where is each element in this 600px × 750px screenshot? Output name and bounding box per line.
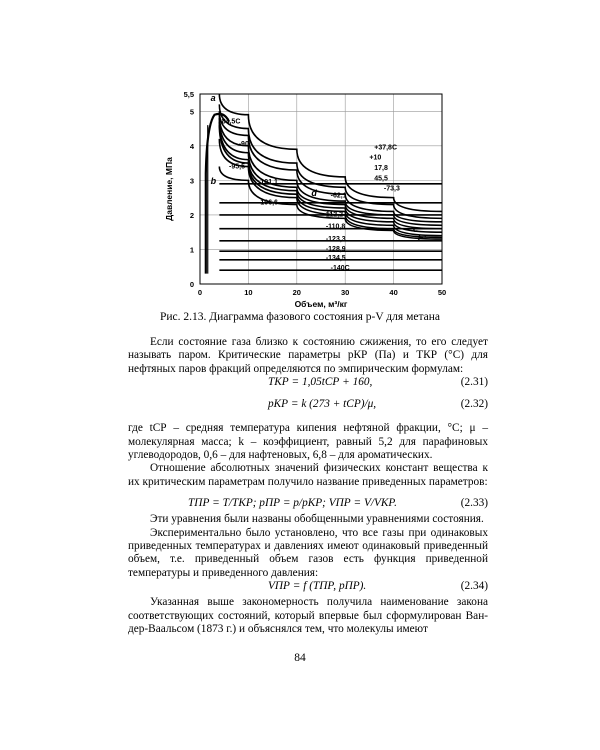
chart-labels [211, 93, 427, 272]
isotherm-label: +37,8C [374, 144, 398, 152]
eq-232-number: (2.32) [460, 398, 488, 411]
body-text [128, 336, 488, 637]
x-tick-label: 40 [389, 288, 398, 297]
y-tick-label: 3 [189, 176, 194, 186]
isotherm-label: 112,2 [325, 211, 343, 219]
paragraph-4: Эти уравнения были названы обобщенными уравнениями состояния. [150, 513, 484, 526]
isotherm-label: -90 [238, 140, 249, 148]
x-tick-label: 20 [292, 288, 301, 297]
point-label: b [210, 175, 217, 186]
equation-2-32 [128, 392, 488, 422]
paragraph-5: Экспериментально было установлено, что все газы при одинаковых приведенных температурах и давлениях имеют одинаковый приведенный объем, т.е. приведенный объем газов есть функция приведенной температуры и приведенного давления: [128, 526, 488, 579]
x-tick-label: 10 [244, 288, 253, 297]
paragraph-1: Если состояние газа близко к состоянию сжижения, то его следует называть паром. Критические параметры pКР (Па) и TКР (°С) для нефтяных паров фракций определяются по эмпирическим формулам: [128, 336, 488, 375]
isotherm-label: -73,3 [383, 185, 400, 193]
y-tick-label: 5 [189, 107, 194, 117]
eq-232-formula: pКР = k (273 + tСР)/μ, [268, 398, 377, 411]
x-tick-label: 30 [341, 288, 350, 297]
x-tick-label: 0 [197, 288, 203, 297]
figure-caption: Рис. 2.13. Диаграмма фазового состояния p-V для метана [160, 311, 440, 323]
isotherm-label: -101,1 [258, 178, 278, 186]
isotherm-label: -140C [330, 265, 350, 273]
isotherm-label: -123,3 [325, 235, 346, 243]
y-tick-label: 2 [189, 210, 194, 220]
y-tick-label: 5,5 [183, 90, 194, 99]
point-label: E' [417, 232, 426, 243]
eq-233-formula: TПР = T/TКР; pПР = p/pКР; VПР = V/VКР. [188, 497, 397, 510]
phase-diagram [160, 86, 460, 316]
isotherm-label: 17,8 [374, 165, 388, 172]
isotherm-label: +10 [369, 154, 382, 162]
y-axis-title: Давление, МПа [164, 157, 174, 221]
eq-233-number: (2.33) [460, 497, 488, 510]
isotherm-label: -84,5C [219, 118, 241, 126]
eq-234-number: (2.34) [460, 580, 488, 593]
x-axis-title: Объем, м³/кг [294, 299, 348, 309]
equation-2-33 [128, 497, 488, 513]
paragraph-2: где tСР – средняя температура кипения нефтяной фракции, °С; μ – молекулярная масса; k – коэффициент, равный 5,2 для парафиновых углеводородов, 0,6 – для нафтеновых, 6,8 – для ароматических. [128, 422, 488, 462]
equation-2-34 [128, 580, 488, 596]
point-label: c [412, 224, 418, 235]
point-label: d [311, 187, 317, 198]
y-tick-label: 1 [189, 245, 194, 255]
paragraph-3: Отношение абсолютных значений физических констант вещества к их критическим параметрам получило название приведенных параметров: [128, 462, 488, 488]
isotherm-label: 45,5 [374, 175, 388, 183]
eq-231-number: (2.31) [460, 376, 488, 389]
isotherm-label: -134,5 [325, 254, 346, 262]
isotherm-label: -128,9 [325, 246, 346, 254]
isotherm-label: -106,6 [258, 199, 278, 207]
paragraph-6: Указанная выше закономерность получила наименование закона соответствующих состояний, который впервые был сформулирован Ван-дер-Ваальсом (1873 г.) и объяснялся тем, что молекулы имеют [128, 596, 488, 636]
isotherm-label: -110,8 [325, 223, 346, 231]
isotherm-label: -62,1 [330, 192, 347, 200]
chart-curves [206, 94, 442, 274]
page-number: 84 [294, 652, 306, 664]
eq-231-formula: TКР = 1,05tСР + 160, [268, 376, 373, 389]
y-tick-label: 4 [189, 141, 194, 151]
eq-234-formula: VПР = f (TПР, pПР). [268, 580, 367, 593]
y-tick-label: 0 [189, 280, 194, 289]
equation-2-31 [128, 376, 488, 392]
x-tick-label: 50 [437, 288, 447, 297]
isotherm-line [219, 111, 442, 222]
point-label: a [210, 92, 216, 103]
isotherm-label: -95,5 [229, 163, 246, 171]
